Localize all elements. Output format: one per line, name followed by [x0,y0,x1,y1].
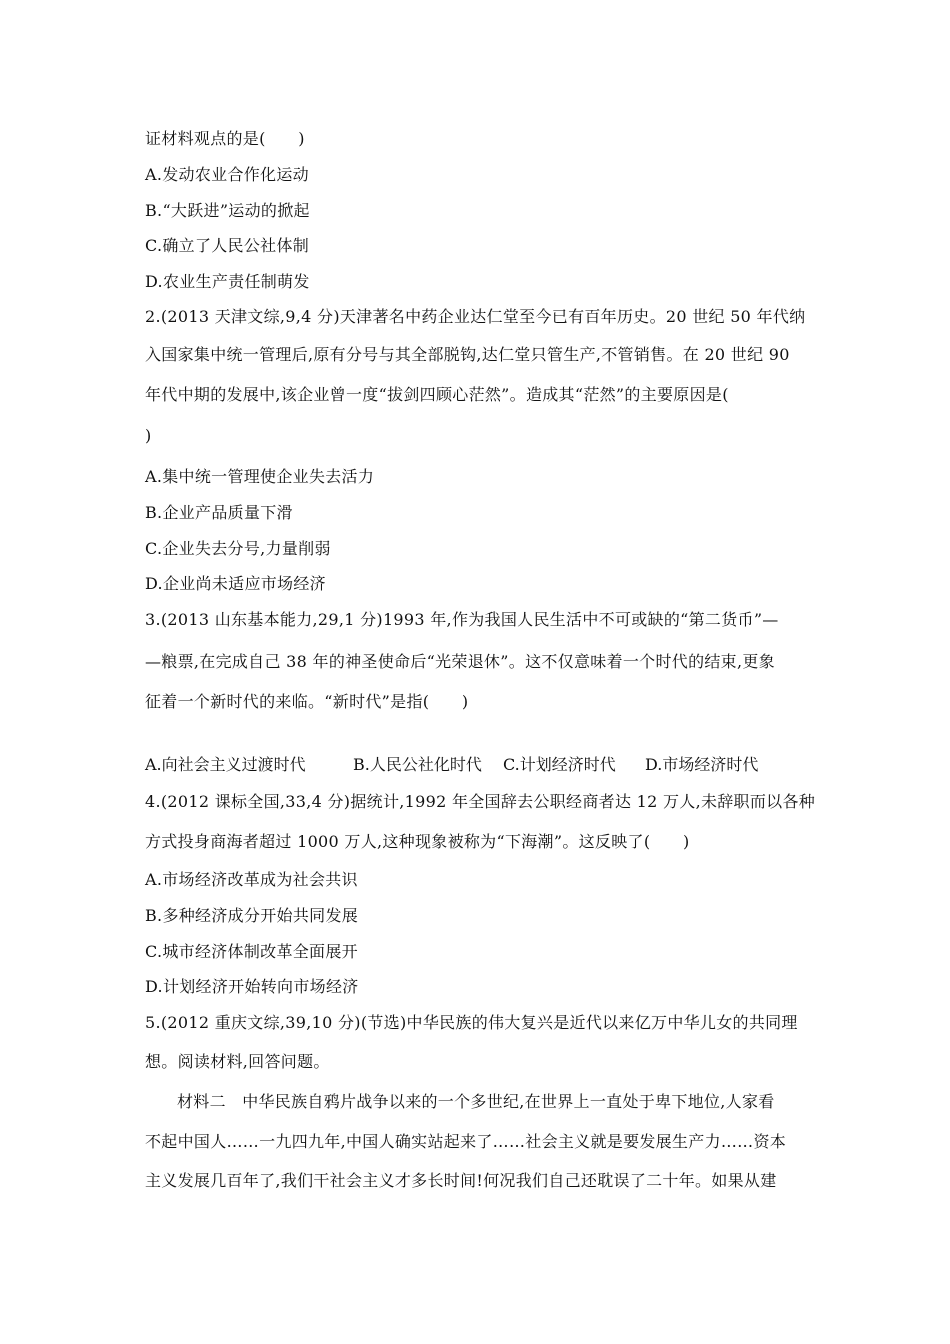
q3-option-d: D.市场经济时代 [645,755,759,774]
q5-stem-line: 想。阅读材料,回答问题。 [145,1052,330,1071]
q4-stem-line: 4.(2012 课标全国,33,4 分)据统计,1992 年全国辞去公职经商者达 12 万人,未辞职而以各种 [145,792,816,811]
q3-option-c: C.计划经济时代 [503,755,616,774]
q3-stem-line: —粮票,在完成自己 38 年的神圣使命后“光荣退休”。这不仅意味着一个时代的结束,更象 [145,652,775,671]
q1-option-b: B.“大跃进”运动的掀起 [145,201,310,220]
q1-stem-tail: 证材料观点的是( ) [145,129,305,148]
q2-stem-line: 年代中期的发展中,该企业曾一度“拔剑四顾心茫然”。造成其“茫然”的主要原因是( [145,385,729,404]
q3-option-b: B.人民公社化时代 [353,755,482,774]
q5-material-line: 不起中国人……一九四九年,中国人确实站起来了……社会主义就是要发展生产力……资本 [145,1132,787,1151]
q1-option-d: D.农业生产责任制萌发 [145,272,310,291]
q2-option-a: A.集中统一管理使企业失去活力 [145,467,375,486]
q4-option-b: B.多种经济成分开始共同发展 [145,906,359,925]
q2-option-d: D.企业尚未适应市场经济 [145,574,326,593]
q5-material-line: 主义发展几百年了,我们干社会主义才多长时间!何况我们自己还耽误了二十年。如果从建 [145,1171,777,1190]
q5-stem-line: 5.(2012 重庆文综,39,10 分)(节选)中华民族的伟大复兴是近代以来亿万中华儿女的共同理 [145,1013,798,1032]
q4-stem-line: 方式投身商海者超过 1000 万人,这种现象被称为“下海潮”。这反映了( ) [145,832,690,851]
q4-option-d: D.计划经济开始转向市场经济 [145,977,359,996]
q2-stem-line: ) [145,426,152,445]
q3-options-row [145,754,825,776]
q4-option-a: A.市场经济改革成为社会共识 [145,870,358,889]
q3-stem-line: 征着一个新时代的来临。“新时代”是指( ) [145,692,469,711]
q2-option-c: C.企业失去分号,力量削弱 [145,539,331,558]
q2-option-b: B.企业产品质量下滑 [145,503,293,522]
q4-option-c: C.城市经济体制改革全面展开 [145,942,358,961]
q2-stem-line: 入国家集中统一管理后,原有分号与其全部脱钩,达仁堂只管生产,不管销售。在 20 世纪 90 [145,345,790,364]
q1-option-a: A.发动农业合作化运动 [145,165,309,184]
q2-stem-line: 2.(2013 天津文综,9,4 分)天津著名中药企业达仁堂至今已有百年历史。20 世纪 50 年代纳 [145,307,806,326]
q5-material-line: 材料二 中华民族自鸦片战争以来的一个多世纪,在世界上一直处于卑下地位,人家看 [177,1092,775,1111]
q3-option-a: A.向社会主义过渡时代 [145,755,306,774]
q3-stem-line: 3.(2013 山东基本能力,29,1 分)1993 年,作为我国人民生活中不可或缺的“第二货币”— [145,610,779,629]
q1-option-c: C.确立了人民公社体制 [145,236,310,255]
